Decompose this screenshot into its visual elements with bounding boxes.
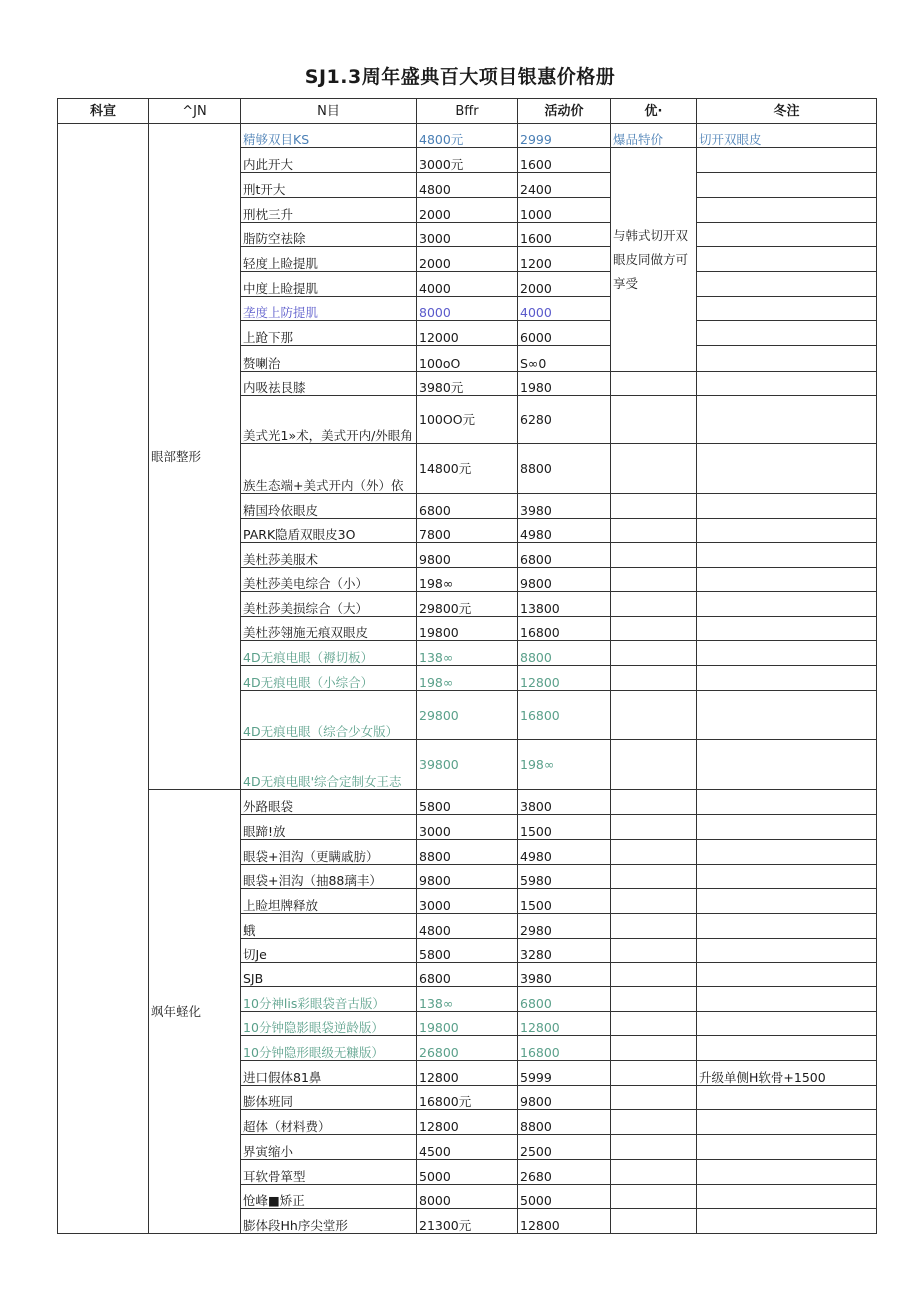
- item-cell: 精够双目KS: [241, 124, 417, 148]
- item-cell: PARK隐盾双眼皮3O: [241, 519, 417, 543]
- activity-price-cell: 2000: [518, 272, 611, 297]
- price-cell: 9800: [417, 865, 518, 889]
- price-cell: 138∞: [417, 987, 518, 1012]
- offer-cell: [611, 889, 697, 914]
- page-title: SJ1.3周年盛典百大项目银惠价格册: [304, 66, 616, 88]
- activity-price-cell: 3800: [518, 790, 611, 815]
- subcategory-cell: 飒年蛏化: [149, 790, 241, 1234]
- item-cell: 眼袋+泪沟（抽88璃丰）: [241, 865, 417, 889]
- remark-cell: [697, 1012, 877, 1036]
- subcategory-cell: 眼部整形: [149, 124, 241, 790]
- activity-price-cell: 5980: [518, 865, 611, 889]
- offer-cell: [611, 790, 697, 815]
- price-cell: 3000元: [417, 148, 518, 173]
- activity-price-cell: 5000: [518, 1185, 611, 1209]
- remark-cell: [697, 641, 877, 666]
- activity-price-cell: 8800: [518, 1110, 611, 1135]
- item-cell: 垄度上防提肌: [241, 297, 417, 321]
- activity-price-cell: 198∞: [518, 740, 611, 790]
- item-cell: SJB: [241, 963, 417, 987]
- activity-price-cell: 3280: [518, 939, 611, 963]
- item-cell: 膨体班同: [241, 1086, 417, 1110]
- price-cell: 4000: [417, 272, 518, 297]
- remark-cell: [697, 1086, 877, 1110]
- item-cell: 美杜莎翎施无痕双眼皮: [241, 617, 417, 641]
- remark-cell: [697, 346, 877, 372]
- remark-cell: [697, 1110, 877, 1135]
- activity-price-cell: 12800: [518, 1012, 611, 1036]
- item-cell: 怆峰■矫正: [241, 1185, 417, 1209]
- item-cell: 精国玲依眼皮: [241, 494, 417, 519]
- category-cell: [58, 124, 149, 1234]
- offer-cell: [611, 666, 697, 691]
- item-cell: 超体（材料费）: [241, 1110, 417, 1135]
- remark-cell: [697, 396, 877, 444]
- activity-price-cell: 1980: [518, 372, 611, 396]
- remark-cell: [697, 272, 877, 297]
- item-cell: 上睑坦牌释放: [241, 889, 417, 914]
- price-cell: 3000: [417, 889, 518, 914]
- offer-cell: 爆品特价: [611, 124, 697, 148]
- item-cell: 赘喇治: [241, 346, 417, 372]
- item-cell: 界寅缩小: [241, 1135, 417, 1160]
- price-cell: 5800: [417, 939, 518, 963]
- price-cell: 26800: [417, 1036, 518, 1061]
- price-cell: 16800元: [417, 1086, 518, 1110]
- price-cell: 3000: [417, 815, 518, 840]
- item-cell: 4D无痕电眼'综合定制女王志: [241, 740, 417, 790]
- activity-price-cell: 2980: [518, 914, 611, 939]
- item-cell: 上跄下那: [241, 321, 417, 346]
- merged-offer-cell: 与韩式切开双眼皮同做方可享受: [611, 148, 697, 372]
- offer-cell: [611, 617, 697, 641]
- activity-price-cell: 8800: [518, 444, 611, 494]
- header-offer: 优·: [611, 99, 697, 124]
- activity-price-cell: 1200: [518, 247, 611, 272]
- item-cell: 进口假体81鼻: [241, 1061, 417, 1086]
- remark-cell: [697, 592, 877, 617]
- price-cell: 4800: [417, 173, 518, 198]
- price-cell: 6800: [417, 494, 518, 519]
- offer-cell: [611, 840, 697, 865]
- activity-price-cell: 2680: [518, 1160, 611, 1185]
- table-row: [58, 124, 877, 148]
- price-cell: 29800: [417, 691, 518, 740]
- item-cell: 美杜莎美损综合（大）: [241, 592, 417, 617]
- activity-price-cell: 12800: [518, 1209, 611, 1234]
- price-cell: 4500: [417, 1135, 518, 1160]
- remark-cell: [697, 790, 877, 815]
- offer-cell: [611, 444, 697, 494]
- remark-cell: [697, 840, 877, 865]
- remark-cell: [697, 1209, 877, 1234]
- item-cell: 中度上睑提肌: [241, 272, 417, 297]
- offer-cell: [611, 987, 697, 1012]
- offer-cell: [611, 815, 697, 840]
- activity-price-cell: 6000: [518, 321, 611, 346]
- price-table: [57, 98, 877, 1234]
- price-cell: 5000: [417, 1160, 518, 1185]
- price-cell: 21300元: [417, 1209, 518, 1234]
- activity-price-cell: 13800: [518, 592, 611, 617]
- remark-cell: [697, 691, 877, 740]
- activity-price-cell: 2999: [518, 124, 611, 148]
- item-cell: 4D无痕电眼（褥切板）: [241, 641, 417, 666]
- offer-cell: [611, 519, 697, 543]
- offer-cell: [611, 865, 697, 889]
- remark-cell: [697, 321, 877, 346]
- activity-price-cell: 1000: [518, 198, 611, 223]
- activity-price-cell: 1500: [518, 889, 611, 914]
- item-cell: 眼袋+泪沟（更瞒戚肪）: [241, 840, 417, 865]
- remark-cell: [697, 939, 877, 963]
- item-cell: 10分钟隐影眼袋逆龄版）: [241, 1012, 417, 1036]
- header-category: 科宣: [58, 99, 149, 124]
- item-cell: 刑t开大: [241, 173, 417, 198]
- remark-cell: [697, 666, 877, 691]
- activity-price-cell: 12800: [518, 666, 611, 691]
- activity-price-cell: 3980: [518, 963, 611, 987]
- remark-cell: [697, 223, 877, 247]
- offer-cell: [611, 740, 697, 790]
- offer-cell: [611, 939, 697, 963]
- offer-cell: [611, 1209, 697, 1234]
- activity-price-cell: 9800: [518, 568, 611, 592]
- price-cell: 198∞: [417, 568, 518, 592]
- offer-cell: [611, 1061, 697, 1086]
- offer-cell: [611, 963, 697, 987]
- header-subcategory: ^JN: [149, 99, 241, 124]
- activity-price-cell: 2400: [518, 173, 611, 198]
- table-row: [58, 790, 877, 815]
- price-cell: 4800: [417, 914, 518, 939]
- offer-cell: [611, 543, 697, 568]
- remark-cell: [697, 297, 877, 321]
- price-cell: 3980元: [417, 372, 518, 396]
- item-cell: 蛾: [241, 914, 417, 939]
- item-cell: 4D无痕电眼（小综合）: [241, 666, 417, 691]
- remark-cell: [697, 494, 877, 519]
- item-cell: 4D无痕电眼（综合少女版）: [241, 691, 417, 740]
- offer-cell: [611, 372, 697, 396]
- price-cell: 9800: [417, 543, 518, 568]
- remark-cell: [697, 914, 877, 939]
- offer-cell: [611, 1086, 697, 1110]
- offer-cell: [611, 1185, 697, 1209]
- price-cell: 5800: [417, 790, 518, 815]
- remark-cell: [697, 372, 877, 396]
- remark-cell: [697, 1160, 877, 1185]
- price-cell: 198∞: [417, 666, 518, 691]
- price-cell: 2000: [417, 247, 518, 272]
- offer-cell: [611, 641, 697, 666]
- price-cell: 2000: [417, 198, 518, 223]
- offer-cell: [611, 1135, 697, 1160]
- item-cell: 膨体段Hh序尖堂形: [241, 1209, 417, 1234]
- offer-cell: [611, 691, 697, 740]
- item-cell: 美杜莎美电综合（小）: [241, 568, 417, 592]
- item-cell: 美式光1»术，美式开内/外眼角: [241, 396, 417, 444]
- price-cell: 19800: [417, 617, 518, 641]
- activity-price-cell: 16800: [518, 1036, 611, 1061]
- remark-cell: [697, 889, 877, 914]
- remark-cell: [697, 1036, 877, 1061]
- activity-price-cell: 3980: [518, 494, 611, 519]
- remark-cell: [697, 740, 877, 790]
- activity-price-cell: 16800: [518, 617, 611, 641]
- remark-cell: [697, 444, 877, 494]
- activity-price-cell: 16800: [518, 691, 611, 740]
- offer-cell: [611, 494, 697, 519]
- price-cell: 6800: [417, 963, 518, 987]
- item-cell: 耳软骨箪型: [241, 1160, 417, 1185]
- item-cell: 美杜莎美服术: [241, 543, 417, 568]
- price-cell: 12000: [417, 321, 518, 346]
- item-cell: 10分神lis彩眼袋音古版）: [241, 987, 417, 1012]
- item-cell: 切Je: [241, 939, 417, 963]
- activity-price-cell: 6280: [518, 396, 611, 444]
- offer-cell: [611, 1160, 697, 1185]
- remark-cell: [697, 543, 877, 568]
- price-cell: 100oO: [417, 346, 518, 372]
- header-remark: 冬注: [697, 99, 877, 124]
- price-cell: 100OO元: [417, 396, 518, 444]
- activity-price-cell: 1600: [518, 223, 611, 247]
- item-cell: 内吸祛艮膝: [241, 372, 417, 396]
- remark-cell: [697, 963, 877, 987]
- remark-cell: [697, 617, 877, 641]
- price-cell: 3000: [417, 223, 518, 247]
- item-cell: 轻度上睑提肌: [241, 247, 417, 272]
- offer-cell: [611, 396, 697, 444]
- activity-price-cell: 8800: [518, 641, 611, 666]
- price-cell: 39800: [417, 740, 518, 790]
- offer-cell: [611, 592, 697, 617]
- remark-cell: [697, 865, 877, 889]
- header-original-price: Bffr: [417, 99, 518, 124]
- price-cell: 8800: [417, 840, 518, 865]
- price-cell: 12800: [417, 1061, 518, 1086]
- price-cell: 4800元: [417, 124, 518, 148]
- remark-cell: 升级单侧H软骨+1500: [697, 1061, 877, 1086]
- price-cell: 12800: [417, 1110, 518, 1135]
- activity-price-cell: 6800: [518, 543, 611, 568]
- activity-price-cell: 9800: [518, 1086, 611, 1110]
- table-header-row: [58, 99, 877, 124]
- offer-cell: [611, 1110, 697, 1135]
- item-cell: 眼蹄!放: [241, 815, 417, 840]
- remark-cell: [697, 173, 877, 198]
- remark-cell: [697, 148, 877, 173]
- remark-cell: [697, 987, 877, 1012]
- header-activity-price: 活动价: [518, 99, 611, 124]
- item-cell: 脂防空祛除: [241, 223, 417, 247]
- remark-cell: [697, 1135, 877, 1160]
- offer-cell: [611, 1036, 697, 1061]
- activity-price-cell: 1500: [518, 815, 611, 840]
- price-cell: 7800: [417, 519, 518, 543]
- remark-cell: [697, 198, 877, 223]
- price-cell: 14800元: [417, 444, 518, 494]
- item-cell: 刑枕三升: [241, 198, 417, 223]
- activity-price-cell: 4980: [518, 840, 611, 865]
- offer-cell: [611, 914, 697, 939]
- item-cell: 外路眼袋: [241, 790, 417, 815]
- price-cell: 8000: [417, 297, 518, 321]
- activity-price-cell: 5999: [518, 1061, 611, 1086]
- price-cell: 138∞: [417, 641, 518, 666]
- activity-price-cell: 2500: [518, 1135, 611, 1160]
- offer-cell: [611, 568, 697, 592]
- remark-cell: [697, 815, 877, 840]
- activity-price-cell: S∞0: [518, 346, 611, 372]
- activity-price-cell: 4000: [518, 297, 611, 321]
- activity-price-cell: 1600: [518, 148, 611, 173]
- activity-price-cell: 4980: [518, 519, 611, 543]
- activity-price-cell: 6800: [518, 987, 611, 1012]
- offer-cell: [611, 1012, 697, 1036]
- header-item: N目: [241, 99, 417, 124]
- price-cell: 8000: [417, 1185, 518, 1209]
- remark-cell: [697, 247, 877, 272]
- remark-cell: [697, 1185, 877, 1209]
- item-cell: 10分钟隐形眼级无糠版）: [241, 1036, 417, 1061]
- price-cell: 29800元: [417, 592, 518, 617]
- item-cell: 族生态端+美式开内（外）依: [241, 444, 417, 494]
- item-cell: 内此开大: [241, 148, 417, 173]
- remark-cell: 切开双眼皮: [697, 124, 877, 148]
- remark-cell: [697, 519, 877, 543]
- remark-cell: [697, 568, 877, 592]
- price-cell: 19800: [417, 1012, 518, 1036]
